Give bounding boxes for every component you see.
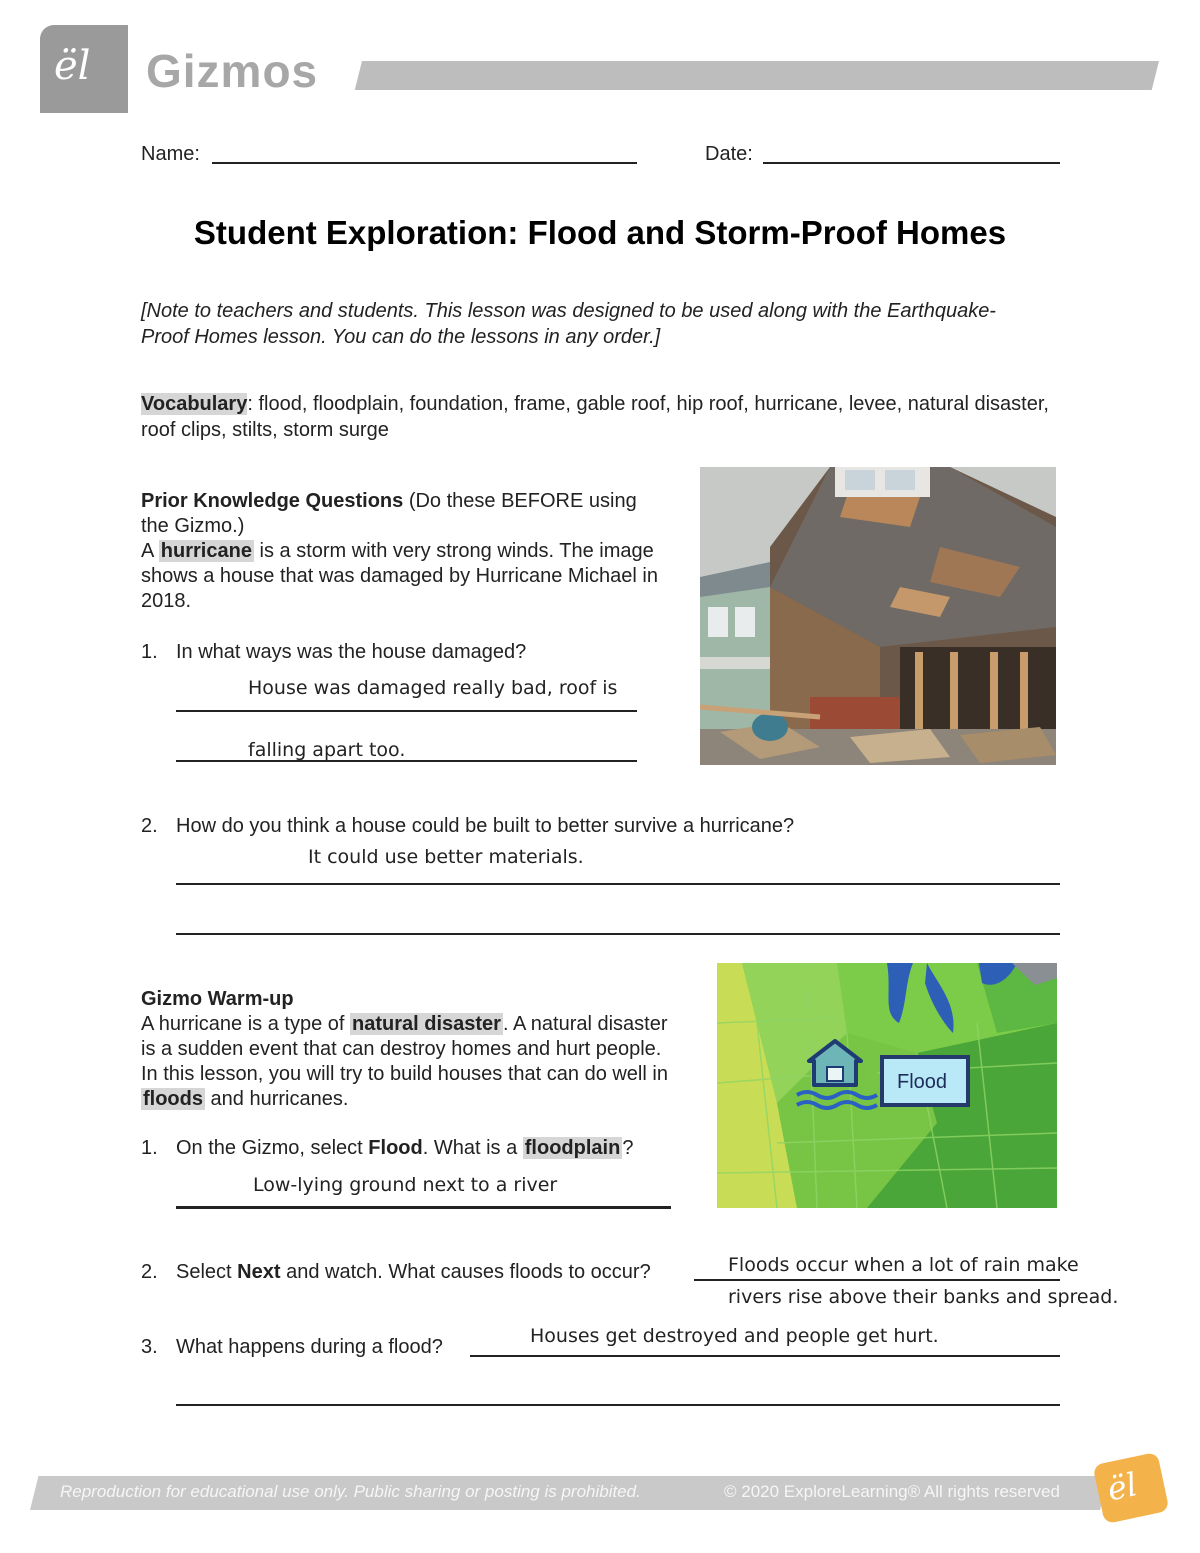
warmup-q1-answer: Low-lying ground next to a river — [253, 1174, 558, 1196]
prior-q1-answer-line2: falling apart too. — [248, 739, 406, 761]
explorelearning-logo — [1092, 1452, 1169, 1524]
prior-heading: Prior Knowledge Questions — [141, 490, 404, 512]
damaged-house-photo — [700, 467, 1056, 765]
warmup-q1-text — [176, 1137, 633, 1160]
prior-knowledge — [141, 489, 661, 614]
vocabulary — [141, 391, 1061, 443]
prior-q1-number: 1. — [141, 641, 158, 663]
page-title: Student Exploration: Flood and Storm-Proof Homes — [193, 214, 1007, 251]
warmup-q3-number: 3. — [141, 1336, 158, 1358]
warmup-q3-answer-field-1[interactable] — [470, 1355, 1060, 1357]
prior-q1-text: In what ways was the house damaged? — [176, 641, 527, 663]
orange-logo-glyph: ël — [1103, 1465, 1141, 1509]
footer-disclaimer: Reproduction for educational use only. Public sharing or posting is prohibited. — [60, 1482, 641, 1501]
warmup-section — [141, 987, 676, 1112]
warmup-q2-answer-field[interactable] — [694, 1279, 1060, 1281]
prior-q2-number: 2. — [141, 815, 158, 837]
warmup-q1-flood: Flood — [368, 1137, 423, 1159]
warmup-q2-number: 2. — [141, 1261, 158, 1283]
warmup-q2-next: Next — [237, 1261, 281, 1283]
warmup-q1-answer-field[interactable] — [176, 1206, 671, 1209]
brand-name: Gizmos — [146, 45, 319, 97]
term-floods: floods — [143, 1088, 203, 1110]
name-label: Name: — [141, 143, 200, 165]
warmup-q2-text — [176, 1261, 651, 1284]
warmup-q3-answer: Houses get destroyed and people get hurt. — [530, 1325, 939, 1347]
term-natural-disaster: natural disaster — [352, 1013, 501, 1035]
teacher-note: [Note to teachers and students. This lesson was designed to be used along with the Earthquake-Proof Homes lesson. You can do the lessons in any order.] — [141, 300, 996, 348]
warmup-q2-answer-line1: Floods occur when a lot of rain make — [728, 1254, 1079, 1276]
warmup-q3-text: What happens during a flood? — [176, 1336, 443, 1358]
prior-q2-answer-field-1[interactable] — [176, 883, 1060, 885]
warmup-q1-text-c: ? — [622, 1137, 634, 1159]
prior-q1-answer-field-1[interactable] — [176, 710, 637, 712]
flood-map-label: Flood — [897, 1071, 948, 1093]
warmup-q2-answer-line2: rivers rise above their banks and spread. — [728, 1286, 1119, 1308]
flood-map-label-box — [880, 1055, 970, 1107]
warmup-q1-text-a: On the Gizmo, select — [176, 1137, 369, 1159]
vocabulary-list: : flood, floodplain, foundation, frame, gable roof, hip roof, hurricane, levee, natural disaster, roof clips, stilts, storm surge — [141, 393, 1049, 441]
warmup-text-a: A hurricane is a type of — [141, 1013, 351, 1035]
warmup-q1-text-b: . What is a — [422, 1137, 523, 1159]
gizmos-logo — [40, 25, 128, 113]
logo-glyph: ël — [54, 43, 91, 89]
warmup-text-c: and hurricanes. — [205, 1088, 349, 1110]
prior-q1-answer-line1: House was damaged really bad, roof is — [248, 677, 618, 699]
warmup-q3-answer-field-2[interactable] — [176, 1404, 1060, 1406]
prior-q2-answer-field-2[interactable] — [176, 933, 1060, 935]
flood-map-image — [717, 963, 1057, 1208]
prior-heading-note: (Do these BEFORE using the Gizmo.) — [141, 490, 637, 537]
warmup-q1-number: 1. — [141, 1137, 158, 1159]
prior-intro-a: A — [141, 540, 159, 562]
term-floodplain: floodplain — [524, 1137, 621, 1159]
name-field[interactable] — [212, 162, 637, 164]
prior-intro-b: is a storm with very strong winds. The image shows a house that was damaged by Hurricane Michael in 2018. — [141, 540, 658, 612]
date-label: Date: — [705, 143, 753, 165]
prior-q2-answer: It could use better materials. — [308, 846, 584, 868]
prior-q2-text: How do you think a house could be built to better survive a hurricane? — [176, 815, 795, 837]
footer-copyright: © 2020 ExploreLearning® All rights reserved — [724, 1482, 1060, 1501]
prior-q1-answer-field-2[interactable] — [176, 760, 637, 762]
warmup-q2-text-a: Select — [176, 1261, 238, 1283]
term-hurricane: hurricane — [160, 540, 252, 562]
warmup-heading: Gizmo Warm-up — [141, 988, 294, 1010]
vocabulary-label: Vocabulary — [141, 393, 248, 415]
warmup-text-b: . A natural disaster is a sudden event that can destroy homes and hurt people. In this lesson, you will try to build houses that can do well in — [141, 1013, 668, 1085]
warmup-q2-text-b: and watch. What causes floods to occur? — [280, 1261, 651, 1283]
date-field[interactable] — [763, 162, 1060, 164]
header-bar — [355, 61, 1159, 90]
